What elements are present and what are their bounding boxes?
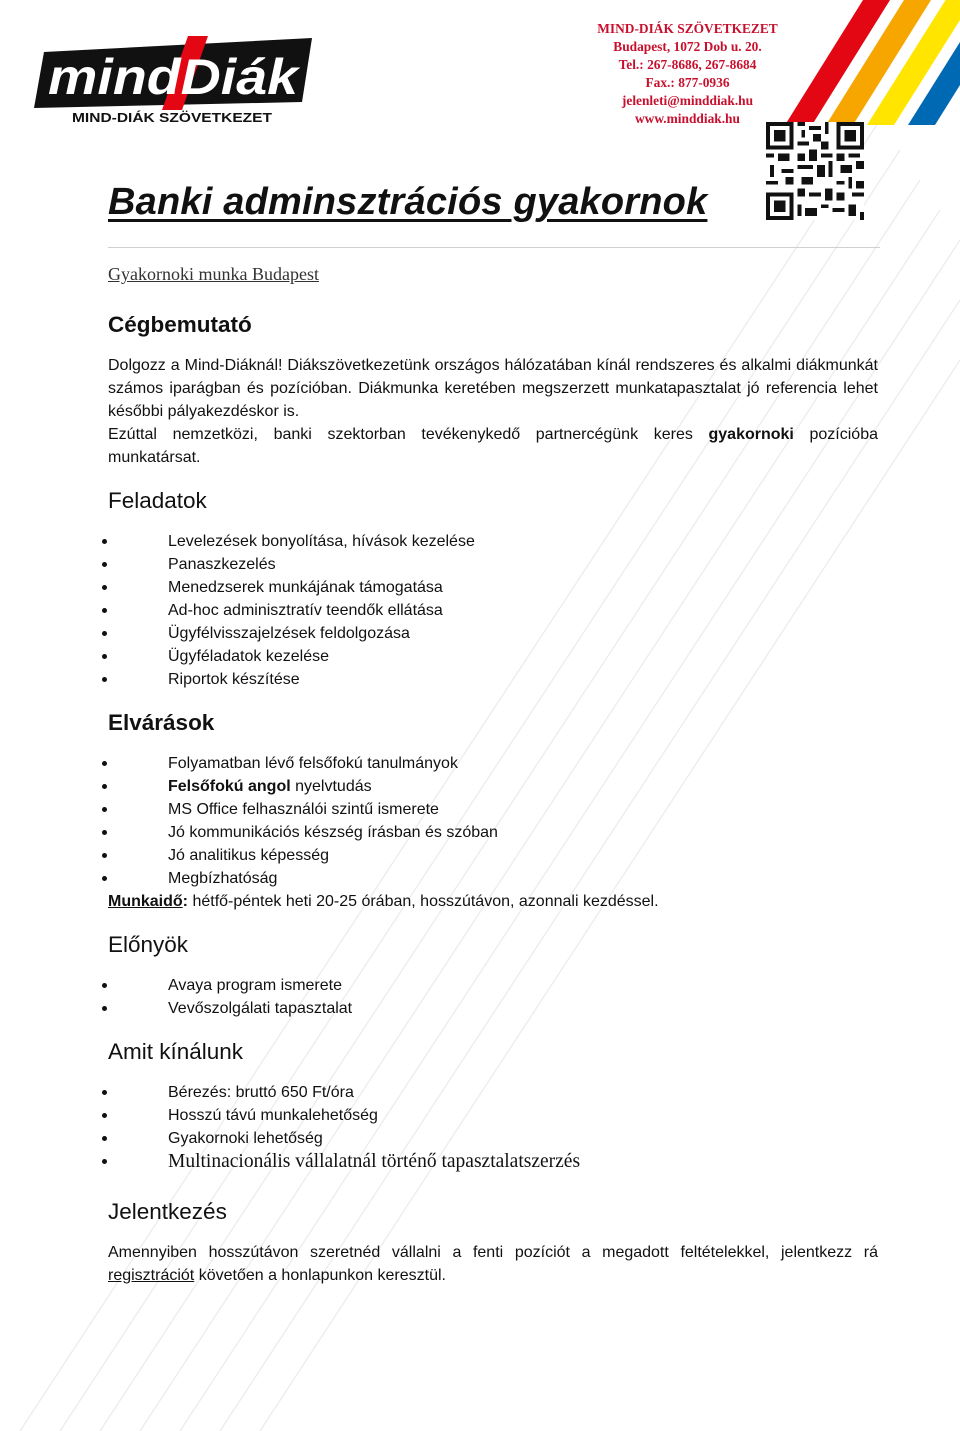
- apply-heading: Jelentkezés: [108, 1199, 227, 1224]
- job-content: [108, 309, 878, 1287]
- minddiak-logo: [30, 14, 320, 126]
- list-item: Multinacionális vállalatnál történő tapasztalatszerzés: [108, 1150, 878, 1173]
- svg-text:mindDiák: mindDiák: [48, 49, 301, 105]
- list-item: Folyamatban lévő felsőfokú tanulmányok: [108, 752, 878, 775]
- company-paragraph: Dolgozz a Mind-Diáknál! Diákszövetkezetünk országos hálózatában kínál rendszeres és alkalmi diákmunkát számos iparágban és pozícióban. Diákmunka keretében megszerzett munkatapasztalat jó referencia lehet későbbi pályakezdéskor is.: [108, 357, 878, 420]
- list-item: Vevőszolgálati tapasztalat: [108, 997, 878, 1020]
- offer-list: [108, 1081, 878, 1173]
- list-item: Hosszú távú munkalehetőség: [108, 1104, 878, 1127]
- contact-address: Budapest, 1072 Dob u. 20.: [613, 39, 762, 54]
- advantages-heading: Előnyök: [108, 932, 189, 957]
- list-item: Gyakornoki lehetőség: [108, 1127, 878, 1150]
- requirements-list: [108, 752, 878, 890]
- apply-paragraph: Amennyiben hosszútávon szeretnéd vállalni a fenti pozíciót a megadott feltételekkel, jelentkezz rá regisztrációt követően a honlapunkon keresztül.: [108, 1244, 878, 1284]
- registration-link[interactable]: regisztrációt: [108, 1267, 195, 1284]
- tasks-list: [108, 530, 878, 691]
- offer-heading: Amit kínálunk: [108, 1039, 244, 1064]
- list-item: Avaya program ismerete: [108, 974, 878, 997]
- job-subtitle: Gyakornoki munka Budapest: [108, 264, 319, 284]
- list-item: Jó kommunikációs készség írásban és szóban: [108, 821, 878, 844]
- contact-company: MIND-DIÁK SZÖVETKEZET: [597, 21, 778, 36]
- list-item: MS Office felhasználói szintű ismerete: [108, 798, 878, 821]
- contact-email[interactable]: jelenleti@minddiak.hu: [621, 93, 754, 108]
- contact-website[interactable]: www.minddiak.hu: [635, 111, 740, 126]
- list-item: Panaszkezelés: [108, 553, 878, 576]
- list-item: Levelezések bonyolítása, hívások kezelése: [108, 530, 878, 553]
- list-item: Ad-hoc adminisztratív teendők ellátása: [108, 599, 878, 622]
- contact-fax: Fax.: 877-0936: [645, 75, 730, 90]
- page-title: Banki adminsztrációs gyakornok: [108, 181, 708, 223]
- partner-paragraph: Ezúttal nemzetközi, banki szektorban tevékenykedő partnercégünk keres gyakornoki pozícióba munkatársat.: [108, 426, 879, 466]
- contact-block: [590, 20, 785, 128]
- list-item: Ügyféladatok kezelése: [108, 645, 878, 668]
- company-heading: Cégbemutató: [108, 312, 252, 337]
- title-divider: [108, 247, 880, 248]
- list-item: Menedzserek munkájának támogatása: [108, 576, 878, 599]
- advantages-list: [108, 974, 878, 1020]
- worktime-line: Munkaidő: hétfő-péntek heti 20-25 órában, hosszútávon, azonnali kezdéssel.: [108, 893, 659, 910]
- contact-phone: Tel.: 267-8686, 267-8684: [618, 57, 757, 72]
- list-item: Jó analitikus képesség: [108, 844, 878, 867]
- list-item: Megbízhatóság: [108, 867, 878, 890]
- qr-code-icon[interactable]: [766, 122, 864, 220]
- tasks-heading: Feladatok: [108, 488, 207, 513]
- list-item: Bérezés: bruttó 650 Ft/óra: [108, 1081, 878, 1104]
- requirements-heading: Elvárások: [108, 710, 215, 735]
- list-item: Felsőfokú angol nyelvtudás: [108, 775, 878, 798]
- svg-text:MIND-DIÁK SZÖVETKEZET: MIND-DIÁK SZÖVETKEZET: [72, 110, 273, 125]
- list-item: Ügyfélvisszajelzések feldolgozása: [108, 622, 878, 645]
- list-item: Riportok készítése: [108, 668, 878, 691]
